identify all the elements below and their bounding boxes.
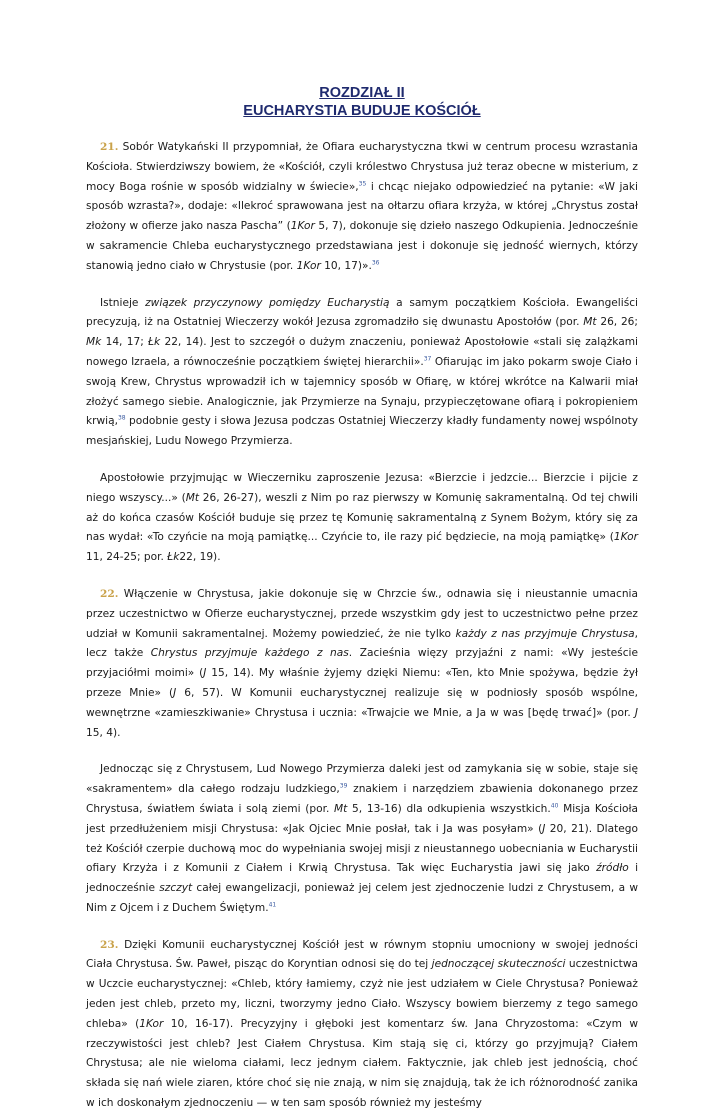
footnote-ref[interactable]: 37: [423, 355, 432, 363]
paragraph-21-b: Istnieje związek przyczynowy pomiędzy Eucharystią a samym początkiem Kościoła. Ewangeliści precyzują, iż na Ostatniej Wieczerzy wokół Jezusa zgromadziło się dwunastu Apostołów (por. Mt 26, 26; Mk 14, 17; Łk 22, 14). Jest to szczegół o dużym znaczeniu, ponieważ Apostołowie «stali się zalążkami nowego Izraela, a równocześnie początkiem świętej hierarchii».$^{37}$ Ofiarując im jako pokarm swoje Ciało i swoją Krew, Chrystus wprowadził ich w tajemnicy sposób w Ofiarę, w której wkrótce na Kalwarii miał złożyć samego siebie. Analogicznie, jak Przymierze na Synaju, przypieczętowane ofiarą i pokropieniem krwią,$^{38}$ podobnie gesty i słowa Jezusa podczas Ostatniej Wieczerzy kładły fundamenty nowej wspólnoty mesjańskiej, Ludu Nowego Przymierza.: [86, 296, 638, 448]
paragraph-22: 22. Włączenie w Chrystusa, jakie dokonuje się w Chrzcie św., odnawia się i nieustannie umacnia przez uczestnictwo w Ofierze eucharystycznej, przede wszystkim gdy jest to uczestnictwo pełne przez udział w Komunii sakramentalnej. Możemy powiedzieć, że nie tylko każdy z nas przyjmuje Chrystusa, lecz także Chrystus przyjmuje każdego z nas. Zacieśnia więzy przyjaźni z nami: «Wy jesteście przyjaciółmi moimi» (J 15, 14). My właśnie żyjemy dzięki Niemu: «Ten, kto Mnie spożywa, będzie żył przeze Mnie» (J 6, 57). W Komunii eucharystycznej realizuje się w podniosły sposób wspólne, wewnętrzne «zamieszkiwanie» Chrystusa i ucznia: «Trwajcie we Mnie, a Ja w was [będę trwać]» (por. J 15, 4).: [86, 587, 639, 739]
chapter-title: EUCHARYSTIA BUDUJE KOŚCIÓŁ: [243, 103, 481, 119]
footnote-ref[interactable]: 35: [358, 180, 367, 188]
paragraph-23: 23. Dzięki Komunii eucharystycznej Kościół jest w równym stopniu umocniony w swojej jedności Ciała Chrystusa. Św. Paweł, pisząc do Koryntian odnosi się do tej jednoczącej skuteczności uczestnictwa w Uczcie eucharystycznej: «Chleb, który łamiemy, czyż nie jest udziałem w Ciele Chrystusa? Ponieważ jeden jest chleb, przeto my, liczni, tworzymy jedno Ciało. Wszyscy bowiem bierzemy z tego samego chleba» (1Kor 10, 16-17). Precyzyjny i głęboki jest komentarz św. Jana Chryzostoma: «Czym w rzeczywistości jest chleb? Jest Ciałem Chrystusa. Kim stają się ci, którzy go przyjmują? Ciałem Chrystusa; ale nie wieloma ciałami, lecz jednym ciałem. Faktycznie, jak chleb jest jednością, choć składa się nań wiele ziaren, które choć się nie znają, w nim się znajdują, tak że ich różnorodność zanika w ich doskonałym zjednoczeniu — w ten sam sposób również my jesteśmy: [86, 938, 638, 1110]
document-page: [86, 84, 638, 1114]
footnote-ref[interactable]: 40: [550, 802, 559, 810]
chapter-heading: ROZDZIAŁ II: [319, 85, 405, 101]
footnote-ref[interactable]: 39: [339, 782, 348, 790]
paragraph-21: 21. Sobór Watykański II przypomniał, że Ofiara eucharystyczna tkwi w centrum procesu wzrastania Kościoła. Stwierdziwszy bowiem, że «Kościół, czyli królestwo Chrystusa już teraz obecne w misterium, z mocy Boga rośnie w sposób widzialny w świecie»,$^{35}$ i chcąc niejako odpowiedzieć na pytanie: «W jaki sposób wzrasta?», dodaje: «Ilekroć sprawowana jest na ołtarzu ofiara krzyża, w której „Chrystus został złożony w ofierze jako nasza Pascha” (1Kor 5, 7), dokonuje się dzieło naszego Odkupienia. Jednocześnie w sakramencie Chleba eucharystycznego przedstawiana jest i dokonuje się jedność wiernych, którzy stanowią jedno ciało w Chrystusie (por. 1Kor 10, 17)».$^{36}$: [86, 141, 638, 272]
paragraph-number: 22.: [100, 587, 119, 600]
footnote-ref[interactable]: 38: [117, 414, 126, 422]
footnote-ref[interactable]: 36: [371, 259, 380, 267]
paragraph-22-b: Jednocząc się z Chrystusem, Lud Nowego Przymierza daleki jest od zamykania się w sobie, staje się «sakramentem» dla całego rodzaju ludzkiego,$^{39}$ znakiem i narzędziem zbawienia dokonanego przez Chrystusa, światłem świata i solą ziemi (por. Mt 5, 13-16) dla odkupienia wszystkich.$^{40}$ Misja Kościoła jest przedłużeniem misji Chrystusa: «Jak Ojciec Mnie posłał, tak i Ja was posyłam» (J 20, 21). Dlatego też Kościół czerpie duchową moc do wypełniania swojej misji z nieustannego uobecniania w Eucharystii ofiary Krzyża i z Komunii z Ciałem i Krwią Chrystusa. Tak więc Eucharystia jawi się jako źródło i jednocześnie szczyt całej ewangelizacji, ponieważ jej celem jest zjednoczenie ludzi z Chrystusem, a w Nim z Ojcem i z Duchem Świętym.$^{41}$: [86, 763, 639, 914]
footnote-ref[interactable]: 41: [268, 901, 277, 909]
paragraph-21-c: Apostołowie przyjmując w Wieczerniku zaproszenie Jezusa: «Bierzcie i jedzcie... Bierzcie i pijcie z niego wszyscy...» (Mt 26, 26-27), weszli z Nim po raz pierwszy w Komunię sakramentalną. Od tej chwili aż do końca czasów Kościół buduje się przez tę Komunię sakramentalną z Synem Bożym, który się za nas wydał: «To czyńcie na moją pamiątkę... Czyńcie to, ile razy pić będziecie, na moją pamiątkę» (1Kor 11, 24-25; por. Łk22, 19).: [86, 471, 638, 564]
paragraph-number: 23.: [100, 938, 119, 951]
paragraph-number: 21.: [100, 141, 119, 153]
